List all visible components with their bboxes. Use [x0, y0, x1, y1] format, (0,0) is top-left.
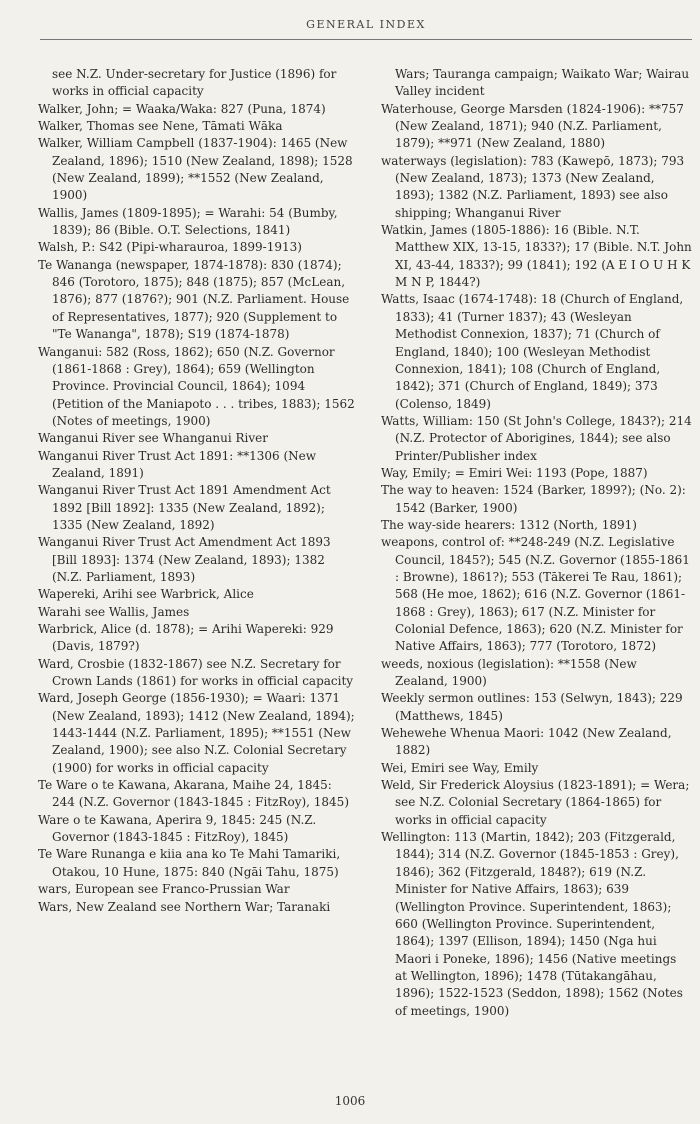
- index-entry: Te Ware o te Kawana, Akarana, Maihe 24, 1845: 244 (N.Z. Governor (1843-1845 : FitzRoy), 1845): [38, 778, 349, 810]
- index-entry: Walker, John; = Waaka/Waka: 827 (Puna, 1874): [38, 101, 326, 116]
- index-entry: Wapereki, Arihi see Warbrick, Alice: [38, 587, 254, 602]
- index-entry: Walker, William Campbell (1837-1904): 1465 (New Zealand, 1896); 1510 (New Zealand, 1898); 1528 (New Zealand, 1899); **1552 (New Zealand, 1900): [38, 136, 353, 203]
- index-entry: weeds, noxious (legislation): **1558 (New Zealand, 1900): [381, 656, 637, 689]
- index-entry: Ward, Crosbie (1832-1867) see N.Z. Secretary for Crown Lands (1861) for works in official capacity: [38, 656, 354, 689]
- index-entry: weapons, control of: **248-249 (N.Z. Legislative Council, 1845?); 545 (N.Z. Governor (1855-1861 : Browne), 1861?); 553 (Tākerei Te Rau, 1861); 568 (He moe, 1862); 616 (N.Z. Governor (1861-1868 : Grey), 1863); 617 (N.Z. Minister for Colonial Defence, 1863); 620 (N.Z. Minister for Native Affairs, 1863); 777 (Torotoro, 1872): [381, 535, 690, 654]
- index-column-left: [38, 66, 356, 916]
- index-entry: wars, European see Franco-Prussian War: [38, 882, 290, 897]
- index-entry: Weld, Sir Frederick Aloysius (1823-1891); = Wera; see N.Z. Colonial Secretary (1864-1865) for works in official capacity: [381, 778, 690, 827]
- index-entry: Wanganui River Trust Act 1891: **1306 (New Zealand, 1891): [38, 448, 317, 480]
- index-entry: Waterhouse, George Marsden (1824-1906): **757 (New Zealand, 1871); 940 (N.Z. Parliament, 1879); **971 (New Zealand, 1880): [381, 101, 684, 151]
- index-entry: Walker, Thomas see Nene, Tāmati Wāka: [38, 119, 283, 134]
- index-entry: Ware o te Kawana, Aperira 9, 1845: 245 (N.Z. Governor (1843-1845 : FitzRoy), 1845): [38, 812, 317, 845]
- index-entry: The way to heaven: 1524 (Barker, 1899?); (No. 2): 1542 (Barker, 1900): [381, 483, 686, 515]
- index-entry: Watts, William: 150 (St John's College, 1843?); 214 (N.Z. Protector of Aborigines, 1844); see also Printer/Publisher index: [381, 413, 692, 463]
- index-entry: Wanganui River see Whanganui River: [38, 431, 268, 446]
- index-entry: Wanganui River Trust Act 1891 Amendment Act 1892 [Bill 1892]: 1335 (New Zealand, 1892); 1335 (New Zealand, 1892): [38, 483, 331, 532]
- index-entry: Wanganui: 582 (Ross, 1862); 650 (N.Z. Governor (1861-1868 : Grey), 1864); 659 (Wellington Province. Provincial Council, 1864); 1094 (Petition of the Maniapoto . . . tribes, 1883); 1562 (Notes of meetings, 1900): [38, 344, 355, 428]
- index-entry: waterways (legislation): 783 (Kawepō, 1873); 793 (New Zealand, 1873); 1373 (New Zealand, 1893); 1382 (N.Z. Parliament, 1893) see also shipping; Whanganui River: [381, 153, 685, 220]
- index-entry: Ward, Joseph George (1856-1930); = Waari: 1371 (New Zealand, 1893); 1412 (New Zealand, 1894); 1443-1444 (N.Z. Parliament, 1895); **1551 (New Zealand, 1900); see also N.Z. Colonial Secretary (1900) for works in official capacity: [38, 691, 355, 775]
- index-entry: The way-side hearers: 1312 (North, 1891): [381, 517, 637, 532]
- index-entry: Weekly sermon outlines: 153 (Selwyn, 1843); 229 (Matthews, 1845): [381, 691, 683, 723]
- index-entry: Wanganui River Trust Act Amendment Act 1893 [Bill 1893]: 1374 (New Zealand, 1893); 1382 (N.Z. Parliament, 1893): [38, 535, 331, 584]
- index-entry: Wars, New Zealand see Northern War; Taranaki: [38, 899, 331, 914]
- index-entry: see N.Z. Under-secretary for Justice (1896) for works in official capacity: [52, 67, 337, 99]
- index-entry: Wallis, James (1809-1895); = Warahi: 54 (Bumby, 1839); 86 (Bible. O.T. Selections, 1841): [38, 205, 338, 238]
- index-entry: Wei, Emiri see Way, Emily: [381, 760, 539, 775]
- index-entry: Te Wananga (newspaper, 1874-1878): 830 (1874); 846 (Torotoro, 1875); 848 (1875); 857 (McLean, 1876); 877 (1876?); 901 (N.Z. Parliament. House of Representatives, 1877); 920 (Supplement to "Te Wananga", 1878); S19 (1874-1878): [38, 257, 350, 342]
- index-entry: Watts, Isaac (1674-1748): 18 (Church of England, 1833); 41 (Turner 1837); 43 (Wesleyan Methodist Connexion, 1837); 71 (Church of England, 1840); 100 (Wesleyan Methodist Connexion, 1841); 108 (Church of England, 1842); 371 (Church of England, 1849); 373 (Colenso, 1849): [381, 292, 684, 411]
- index-entry: Wehewehe Whenua Maori: 1042 (New Zealand, 1882): [381, 726, 672, 758]
- page-number: 1006: [334, 1094, 366, 1108]
- index-entry: Wellington: 113 (Martin, 1842); 203 (Fitzgerald, 1844); 314 (N.Z. Governor (1845-1853 : Grey), 1846); 362 (Fitzgerald, 1848?); 619 (N.Z. Minister for Native Affairs, 1863); 639 (Wellington Province. Superintendent, 1863); 660 (Wellington Province. Superintendent, 1864); 1397 (Ellison, 1894); 1450 (Nga hui Maori i Poneke, 1896); 1456 (Native meetings at Wellington, 1896); 1478 (Tūtakangāhau, 1896); 1522-1523 (Seddon, 1898); 1562 (Notes of meetings, 1900): [381, 830, 683, 1018]
- index-entry: Warbrick, Alice (d. 1878); = Arihi Wapereki: 929 (Davis, 1879?): [38, 622, 334, 654]
- index-entry: Warahi see Wallis, James: [38, 604, 190, 619]
- index-entry: Te Ware Runanga e kiia ana ko Te Mahi Tamariki, Otakou, 10 Hune, 1875: 840 (Ngāi Tahu, 1875): [38, 847, 341, 879]
- running-header: GENERAL INDEX: [40, 18, 692, 40]
- index-entry: Way, Emily; = Emiri Wei: 1193 (Pope, 1887): [381, 465, 648, 480]
- index-entry: Wars; Tauranga campaign; Waikato War; Wairau Valley incident: [395, 67, 690, 99]
- index-entry: Walsh, P.: S42 (Pipi-wharauroa, 1899-1913): [38, 240, 302, 255]
- index-entry: Watkin, James (1805-1886): 16 (Bible. N.T. Matthew XIX, 13-15, 1833?); 17 (Bible. N.T. John XI, 43-44, 1833?); 99 (1841); 192 (A E I O U H K M N P, 1844?): [381, 223, 692, 290]
- index-column-right: [381, 66, 692, 1020]
